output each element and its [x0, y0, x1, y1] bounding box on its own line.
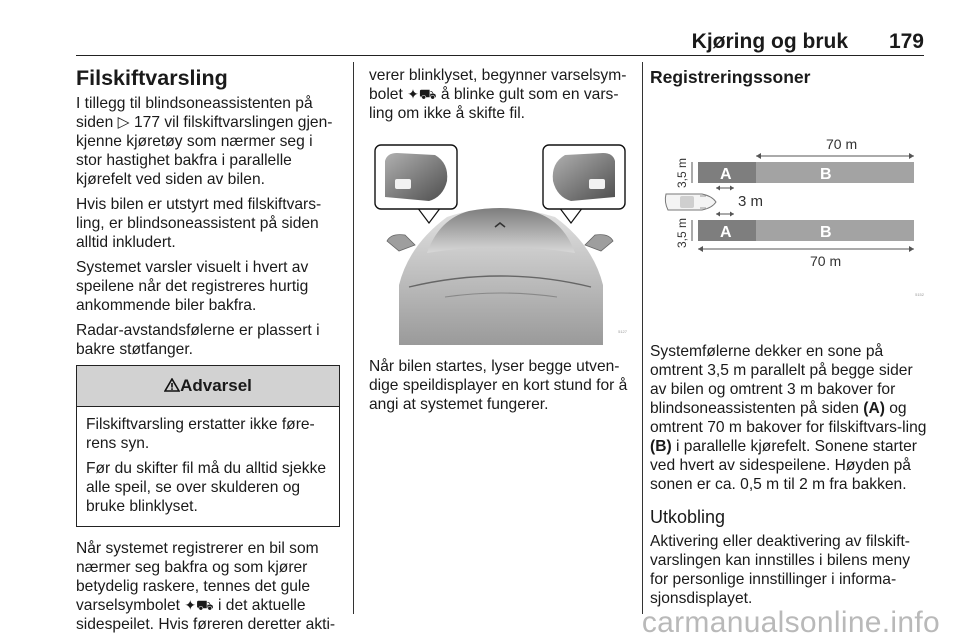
dist-70-top-label: 70 m: [826, 136, 858, 152]
paragraph: [76, 539, 340, 634]
page-number: 179: [888, 30, 924, 53]
column-1: [76, 66, 340, 640]
text: og omtrent 70 m bakover for filskiftvars-ling: [650, 400, 927, 436]
car-mirrors-figure: [369, 137, 631, 345]
warning-body: [77, 407, 339, 526]
reference-arrow-icon: ▷: [117, 114, 130, 131]
warning-box: [76, 365, 340, 527]
warning-title: Advarsel: [180, 376, 252, 395]
lane-change-car-icon: ✦⛟: [407, 86, 437, 102]
text: å blinke gult som en vars-ling om ikke å skifte fil.: [369, 86, 619, 122]
paragraph: [650, 342, 932, 494]
column-divider: [353, 62, 354, 614]
warning-text: Før du skifter fil må du alltid sjekke alle speil, se over skulderen og bruke blinklyset.: [86, 460, 327, 515]
heading-registreringssoner: Registreringssoner: [650, 67, 811, 87]
text: i det aktuelle sidespeilet. Hvis føreren deretter akti-: [76, 597, 336, 633]
zone-a-label: A: [720, 224, 732, 241]
watermark: carmanualsonline.info: [641, 606, 940, 639]
text: I tillegg til blindsoneassistenten på siden: [76, 95, 313, 131]
warning-header: [77, 366, 339, 407]
diagram-code: 5152: [915, 292, 924, 297]
mirror-display-illustration: [369, 137, 631, 345]
height-bottom-label: 3,5 m: [675, 217, 689, 248]
column-3: [650, 66, 932, 614]
section-title: Kjøring og bruk: [691, 30, 848, 53]
zone-b-label: B: [820, 166, 832, 183]
lane-change-car-icon: ✦⛟: [184, 597, 214, 613]
paragraph: Når bilen startes, lyser begge utven-dige speildisplayer en kort stund for å angi at systemet fungerer.: [369, 358, 628, 413]
paragraph: [76, 94, 340, 189]
warning-triangle-icon: [164, 378, 180, 392]
text: Systemfølerne dekker en sone på omtrent 3,5 m parallelt på begge sider av bilen og omtrent 3 m bakover for blindsoneassistenten på siden: [650, 343, 913, 417]
text: Når systemet registrerer en bil som nærmer seg bakfra og som kjører betydelig raskere, tennes det gule varselsymbolet: [76, 540, 319, 614]
figure-code: 5127: [618, 329, 627, 334]
paragraph: Systemet varsler visuelt i hvert av speilene når det registreres hurtig ankommende biler bakfra.: [76, 259, 309, 314]
page-reference[interactable]: 177: [133, 114, 160, 131]
header-rule: [76, 55, 924, 56]
paragraph: [369, 66, 631, 123]
zone-b-ref: (B): [650, 438, 672, 455]
paragraph: Aktivering eller deaktivering av filskift-varslingen kan innstilles i bilens meny for personlige innstillinger i informa-sjonsdisplayet.: [650, 533, 911, 607]
column-2: [369, 66, 631, 420]
height-top-label: 3,5 m: [675, 157, 689, 188]
heading-filskiftvarsling: Filskiftvarsling: [76, 66, 228, 90]
zone-a-ref: (A): [863, 400, 885, 417]
dist-3-label: 3 m: [738, 193, 764, 210]
zone-a-label: A: [720, 166, 732, 183]
zones-diagram-svg: [650, 98, 928, 310]
paragraph: Radar-avstandsfølerne er plassert i bakre støtfanger.: [76, 322, 320, 358]
warning-text: Filskiftvarsling erstatter ikke føre-rens syn.: [86, 416, 315, 452]
dist-70-bottom-label: 70 m: [810, 253, 842, 269]
text: vil filskiftvarslingen gjen-kjenne kjøretøy som nærmer seg i stor hastighet bakfra i parallelle kjørefelt ved siden av bilen.: [76, 114, 333, 188]
zone-b-label: B: [820, 224, 832, 241]
column-divider: [642, 62, 643, 614]
detection-zones-diagram: [650, 98, 928, 310]
text: verer blinklyset, begynner varselsym-bolet: [369, 67, 627, 103]
heading-utkobling: Utkobling: [650, 507, 726, 527]
paragraph: Hvis bilen er utstyrt med filskiftvars-ling, er blindsoneassistent på siden alltid inkludert.: [76, 196, 322, 251]
text: i parallelle kjørefelt. Sonene starter ved hvert av sidespeilene. Høyden på sonen er ca. 0,5 m til 2 m fra bakken.: [650, 438, 917, 493]
